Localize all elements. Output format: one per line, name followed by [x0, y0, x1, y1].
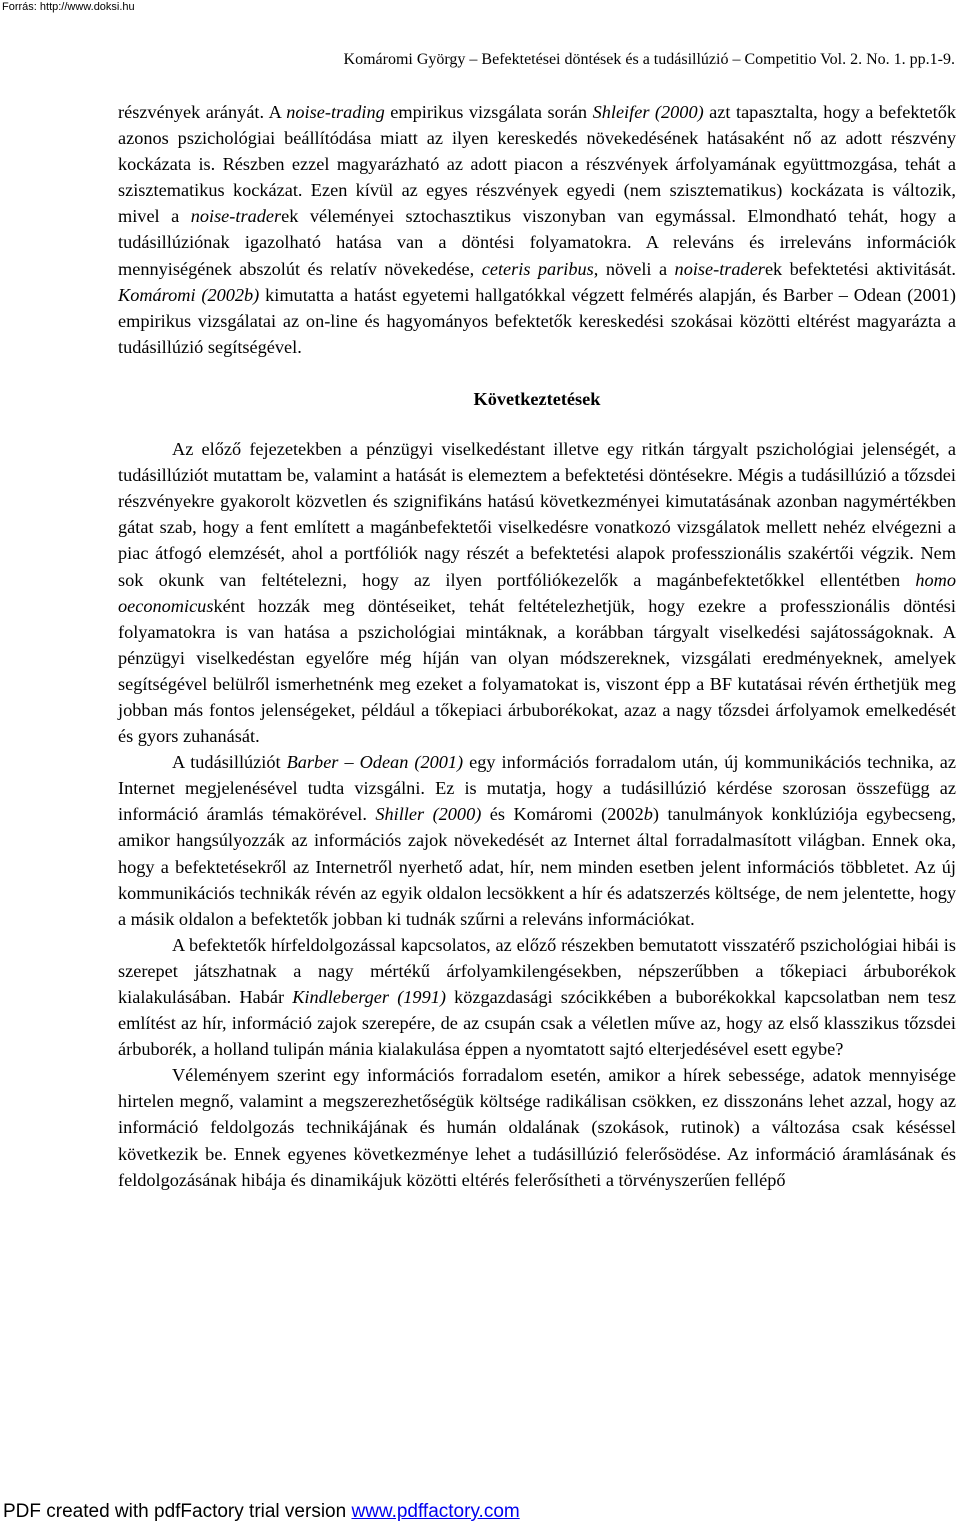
- text-run: Véleményem szerint egy információs forradalom esetén, amikor a hírek sebessége, adatok mennyisége hirtelen megnő, valamint a megszerezhetőségük költsége radikálisan csökken, ez disszonáns lehet azzal, hogy az információ feldolgozás technikájának és humán oldalának (szokások, rutinok) a változása csak késéssel következik be. Ennek egyenes következménye lehet a tudásillúzió felerősödése. Az információ áramlásának és feldolgozásának hibája és dinamikájuk közötti eltérés felerősítheti a törvényszerűen fellépő: [118, 1065, 956, 1190]
- text-run: részvények arányát. A: [118, 102, 287, 122]
- italic-run: Shiller (2000): [375, 804, 482, 825]
- text-run: A befektetők hírfeldolgozással kapcsolatos, az előző részekben bemutatott visszatérő pszichológiai hibái is szerepet játszhatnak a nagy mértékű árfolyamkilengésekben, népszerűbben a tőkepiaci árbuborékok kialakulásában. Habár: [118, 934, 956, 1007]
- paragraph: [118, 749, 956, 932]
- paragraph: [118, 436, 956, 749]
- italic-run: Kindleberger (1991): [292, 987, 446, 1007]
- section-title: Következtetések: [473, 388, 601, 409]
- paragraph: [118, 99, 956, 360]
- text-run: ként hozzák meg döntéseiket, tehát feltételezhetjük, hogy ezekre a professzionális döntési folyamatokra is van hatása a pszichológiai mintáknak, a korábban tárgyalt viselkedési sajátosságoknak. A pénzügyi viselkedéstan egyelőre még híján van olyan módszereknek, vizsgálati eredményeknek, amelyek segítségével belülről ismerhetnénk meg ezeket a folyamatokat is, viszont épp a BF kutatásai révén érthetjük meg jobban más fontos jelenségeket, például a tőkepiaci árbuborékokat, azaz a nagy tőzsdei árfolyamok emelkedését és gyors zuhanását.: [118, 595, 956, 747]
- italic-run: Shleifer (2000): [592, 102, 704, 122]
- italic-run: noise-trader: [674, 258, 765, 279]
- text-run: ek véleményei sztochasztikus viszonyban van egymással. Elmondható tehát, hogy a tudásillúziónak igazolható hatása van a döntési folyamatokra. A releváns és irreleváns információk mennyiségének abszolút és relatív növekedése,: [118, 206, 956, 279]
- text-run: kimutatta a hatást egyetemi hallgatókkal végzett felmérés alapján, és Barber – Odean (2001) empirikus vizsgálatai az on-line és hagyományos befektetők kereskedési szokásai közötti eltérést magyarázta a tudásillúzió segítségével.: [118, 284, 957, 357]
- italic-run: ceteris paribus: [481, 258, 594, 279]
- text-run: egy információs forradalom után, új kommunikációs technika, az Internet megjelenésével tudta vizsgálni. Ez is mutatja, hogy a tudásillúzió kérdése szorosan összefügg az információ áramlás témakörével.: [118, 752, 956, 825]
- text-run: , növeli a: [593, 258, 675, 279]
- italic-run: noise-trader: [190, 206, 282, 227]
- text-run: A tudásillúziót: [172, 752, 287, 773]
- italic-run: b: [643, 804, 653, 825]
- italic-run: Barber – Odean (2001): [286, 752, 464, 773]
- text-run: ) tanulmányok konklúziója egybecseng, amikor hangsúlyozzák az információs zajok növekedését az Internet által forradalmasított világban. Ennek oka, hogy a befektetésekről az Internetről nyerhető adat, hír, nem minden esetben jelent információs többletet. Az új kommunikációs technikák révén az egyik oldalon lecsökkent a hír és adatszerzés költsége, de nem jelentette, hogy a másik oldalon a befektetők jobban ki tudnák szűrni a releváns információkat.: [118, 804, 956, 929]
- text-run: ek befektetési aktivitását.: [764, 258, 956, 279]
- intro-paragraphs: [118, 99, 956, 360]
- text-run: közgazdasági szócikkében a buborékokkal kapcsolatban nem tesz említést az hír, információ zajok szerepére, de az csupán csak a véletlen műve az, hogy az első klasszikus tőzsdei árbuborék, a holland tulipán mánia kialakulása éppen a nyomtatott sajtó elterjedésével esett egybe?: [118, 987, 956, 1060]
- section-paragraphs: [118, 436, 956, 1193]
- text-run: Az előző fejezetekben a pénzügyi viselkedéstant illetve egy ritkán tárgyalt pszichológiai jelenségét, a tudásillúziót mutattam be, valamint a hatását is elemeztem a befektetési döntésekre. Mégis a tudásillúzió a tőzsdei részvényekre gyakorolt közvetlen és szignifikáns hatású következményei kimutatásának azonban nagymértékben gátat szab, hogy a fent említett a magánbefektetői viselkedésre vonatkozó vizsgálatok mellett nehéz elvégezni a piac átfogó elemzését, ahol a portfóliók nagy részét a befektetési alapok professzionális szakértői végzik. Nem sok okunk van feltételezni, hogy az ilyen portfóliókezelők a magánbefektetőkkel ellentétben: [118, 439, 956, 590]
- italic-run: homo oeconomicus: [118, 569, 956, 616]
- text-run: empirikus vizsgálata során: [384, 102, 593, 122]
- paragraph: [118, 932, 956, 1062]
- document-body: [118, 99, 956, 1193]
- footer-text: PDF created with pdfFactory trial version: [3, 1501, 352, 1522]
- italic-run: Komáromi (2002b): [118, 284, 260, 305]
- paragraph: [118, 1062, 956, 1192]
- pdf-footer: [3, 1500, 520, 1524]
- italic-run: noise-trading: [286, 102, 385, 122]
- text-run: és Komáromi (2002: [481, 804, 644, 825]
- source-tag: Forrás: http://www.doksi.hu: [2, 1, 135, 13]
- text-run: azt tapasztalta, hogy a befektetők azonos pszichológiai beállítódása miatt az ilyen kereskedés növekedésének hatásaként nő az adott részvény kockázata is. Részben ezzel magyarázható az adott piacon a részvények árfolyamának együttmozgása, tehát a szisztematikus kockázat. Ezen kívül az egyes részvények egyedi (nem szisztematikus) kockázata is változik, mivel a: [118, 102, 957, 227]
- running-header: Komáromi György – Befektetései döntések és a tudásillúzió – Competitio Vol. 2. No. 1. pp.1-9.: [343, 51, 955, 68]
- footer-link[interactable]: www.pdffactory.com: [351, 1501, 520, 1522]
